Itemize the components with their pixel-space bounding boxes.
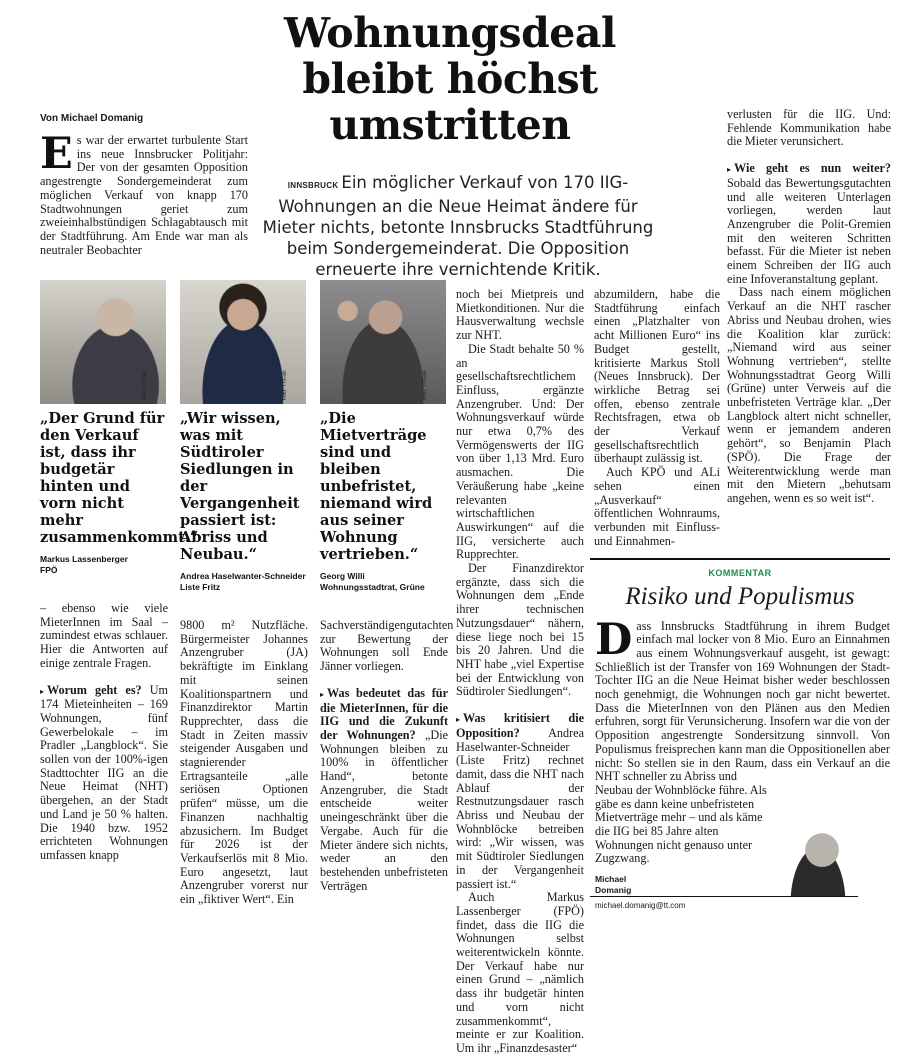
quote-lassenberger: „Der Grund für den Verkauf ist, dass ihr budgetär hinten und vorn nicht mehr zusammenkommt.“ Markus Lassenberger FPÖ bbox=[40, 410, 199, 575]
body-column-6: verlusten für die IIG. Und: Fehlende Kommunikation habe die Mieter verunsichert. ▸ Wie geht es nun weiter? Sobald das Bewertungsgutachten und alle weiteren Unterlagen vorliegen, werden laut Anzengruber die Polit-Gremien mit den weiteren Schritten befasst. Für die Mieter ist neben einem Schreiben der IIG auch eine Infoveranstaltung geplant. Dass nach einem möglichen Verkauf an die NHT rascher Abriss und Neubau drohen, wies die Koalition klar zurück: „Niemand wird aus seiner Wohnung vertrieben“, stellte Wohnungsstadtrat Georg Willi (Grüne) unter Verweis auf die unbefristeten Verträge klar. „Der Langblock altert nicht schneller, wenn er jemandem anderen gehört“, so Benjamin Plach (SPÖ). Die Frage der Weiterentwicklung werde man mit den Mietern „behutsam angehen, wenn es so weit ist“. bbox=[727, 107, 891, 505]
lead-paragraph: INNSBRUCK Ein möglicher Verkauf von 170 IIG-Wohnungen an die Neue Heimat ändere für Mieter nichts, betonte Innsbrucks Stadtführung beim Sondergemeinderat. Die Opposition erneuerte ihre vernichtende Kritik. bbox=[262, 173, 654, 279]
commentary-title: Risiko und Populismus bbox=[625, 582, 855, 610]
arrow-bullet-icon: ▸ bbox=[40, 686, 45, 696]
headline: Wohnungsdeal bleibt höchst umstritten bbox=[284, 9, 616, 149]
body-column-2: 9800 m² Nutzfläche. Bürgermeister Johannes Anzengruber (JA) bekräftigte im Einklang mit seinen Koalitionspartnern und Finanzdirektor Martin Rupprechter, dass die Stadt in Zeiten massiv steigender Ausgaben und stagnierender Ertragsanteile „alle seriösen Optionen prüfen“ müsse, um die Finanzen nachhaltig abzusichern. Im Budget für 2026 ist der Verkaufserlös mit 8 Mio. Euro angesetzt, laut Anzengruber vorerst nur ein „fiktiver Wert“. Ein bbox=[180, 618, 308, 907]
location-kicker: INNSBRUCK bbox=[287, 181, 339, 190]
photo-haselwanter-schneider: Foto: TT/Falk bbox=[180, 280, 306, 404]
body-column-5: abzumildern, habe die Stadtführung einfach einen „Platzhalter von acht Millionen Euro“ ins Budget gestellt, kritisierte Markus Stoll (Neues Innsbruck). Der wirkliche Betrag sei offen, ebenso zentrale Rechtsfragen, etwa ob der Verkauf gesellschaftsrechtlich überhaupt zulässig ist. Auch KPÖ und ALi sehen einen „Ausverkauf“ öffentlichen Wohnraums, verbunden mit Einfluss- und Einnahmen- bbox=[594, 287, 720, 548]
quote-haselwanter-schneider: „Wir wissen, was mit Südtiroler Siedlungen in der Vergangenheit passiert ist: Abriss und Neubau.“ Andrea Haselwanter-Schneider Liste Fritz bbox=[180, 410, 308, 593]
body-column-4: noch bei Mietpreis und Mietkonditionen. Nur die Hausverwaltung wechsle zur NHT. Die Stadt behalte 50 % an gesellschaftsrechtlichem Einfluss, ergänzte Anzengruber. Und: Der Wohnungsverkauf würde nur etwa 0,7% des Vermögenswerts der IIG von über 1,13 Mrd. Euro ausmachen. Die Veräußerung habe „keine relevanten wirtschaftlichen Auswirkungen“ auf die IIG, versicherte auch Rupprechter. Der Finanzdirektor ergänzte, dass sich die Wohnungen dem „Ende ihrer technischen Nutzungsdauer“ nähern, diese liege noch bei 15 bis 20 Jahren. Und die NHT habe „viel Expertise bei der Entwicklung von Südtiroler Siedlungen“. ▸ Was kritisiert die Opposition? Andrea Haselwanter-Schneider (Liste Fritz) rechnet damit, dass die NHT nach Ablauf der Restnutzungsdauer rasch Abriss und Neubau der Wohnblöcke betreiben wird: „Wir wissen, was mit Südtiroler Siedlungen in der Vergangenheit passiert ist.“ Auch Markus Lassenberger (FPÖ) findet, dass die IIG die Wohnungen selbst weiterentwickeln könnte. Der Verkauf habe nur einen Grund – „nämlich dass ihr budgetär hinten und vorn nicht zusammenkommt“, meinte er zur Koalition. Um ihr „Finanzdesaster“ bbox=[456, 287, 584, 1055]
arrow-bullet-icon: ▸ bbox=[320, 689, 325, 699]
column-stack-3 bbox=[320, 280, 454, 893]
divider bbox=[590, 896, 858, 897]
commentary-footer bbox=[595, 784, 890, 896]
commentary-box bbox=[590, 558, 890, 910]
divider bbox=[590, 558, 890, 560]
quote-attribution: Markus Lassenberger FPÖ bbox=[40, 554, 128, 575]
drop-cap: E bbox=[40, 129, 73, 179]
body-column-1: – ebenso wie viele MieterInnen im Saal – zumindest etwas schlauer. Hier die Antworten auf einige zentrale Fragen. ▸ Worum geht es? Um 174 Mieteinheiten – 169 Wohnungen, fünf Gewerbelokale – im Pradler „Langblock“. Sie sollen von der 100%-igen Stadttochter IIG an die Neue Heimat (NHT) übergehen, an der Stadt und Land je 50 % halten. Die 1940 bzw. 1952 errichteten Wohnungen umfassen knapp bbox=[40, 601, 168, 862]
commentary-text: Dass Innsbrucks Stadtführung in ihrem Budget einfach mal locker von 8 Mio. Euro an Einnahmen aus einem Wohnungsverkauf ausgeht, ist gewagt: Schließlich ist der Transfer von 169 Wohnungen der Stadt-Tochter IIG an die Neue Heimat bisher weder beschlossen noch genehmigt, die Wohnungen noch gar nicht bewertet. Dass die MieterInnen von den Plänen aus den Medien erfuhren, sorgt für Verunsicherung. Insofern war die von der Opposition angestrengte Sondersitzung sinnvoll. Von Populismus freisprechen kann man die Oppositionellen aber nicht: So stellen sie in den Raum, dass ein Verkauf an die NHT schneller zu Abriss und bbox=[595, 614, 890, 784]
photo-lassenberger: Foto: TT/Falk bbox=[40, 280, 166, 404]
quote-willi: „Die Mietverträge sind und bleiben unbefristet, niemand wird aus seiner Wohnung vertrieben.“ Georg Willi Wohnungsstadtrat, Grüne bbox=[320, 410, 448, 593]
commentary-label: KOMMENTAR bbox=[708, 567, 772, 578]
photo-willi: Foto: TT/Falk bbox=[320, 280, 446, 404]
quote-attribution: Andrea Haselwanter-Schneider Liste Fritz bbox=[180, 571, 306, 592]
column-stack-1 bbox=[40, 280, 199, 863]
intro-paragraph: Es war der erwartet turbulente Start ins neue Innsbrucker Politjahr: Der von der gesamten Opposition angestrengte Sondergemeinderat zum möglichen Verkauf von knapp 170 Stadtwohnungen geriet zum zweieinhalbstündigen Schlagabtausch mit der Stadtführung. Am Ende war man als neutraler Beobachter bbox=[40, 129, 248, 257]
column-stack-2 bbox=[180, 280, 308, 907]
body-column-3: Sachverständigengutachten zur Bewertung der Wohnungen soll Ende Jänner vorliegen. ▸ Was bedeutet das für die MieterInnen, für die IIG und die Zukunft der Wohnungen? „Die Wohnungen bleiben zu 100% in öffentlicher Hand“, betonte Anzengruber, die Stadt entscheide weiter uneingeschränkt über die Vergabe. Auch für die Mieter ändere sich nichts, weder an den bestehenden unbefristeten Verträgen bbox=[320, 618, 454, 893]
arrow-bullet-icon: ▸ bbox=[456, 715, 461, 725]
commentary-author: Michael Domanig bbox=[595, 874, 632, 896]
byline: Von Michael Domanig bbox=[40, 113, 144, 124]
author-email-link[interactable]: michael.domanig@tt.com bbox=[595, 901, 686, 911]
arrow-bullet-icon: ▸ bbox=[727, 165, 732, 175]
commentary-text-end: Neubau der Wohnblöcke führe. Als gäbe es dann keine unbefristeten Mietverträge mehr – und als käme die IIG bei 85 Jahre alten Wohnungen nicht genauso unter Zugzwang. bbox=[595, 782, 767, 866]
drop-cap: D bbox=[595, 614, 633, 665]
author-photo bbox=[778, 822, 858, 896]
quote-attribution: Georg Willi Wohnungsstadtrat, Grüne bbox=[320, 571, 425, 592]
